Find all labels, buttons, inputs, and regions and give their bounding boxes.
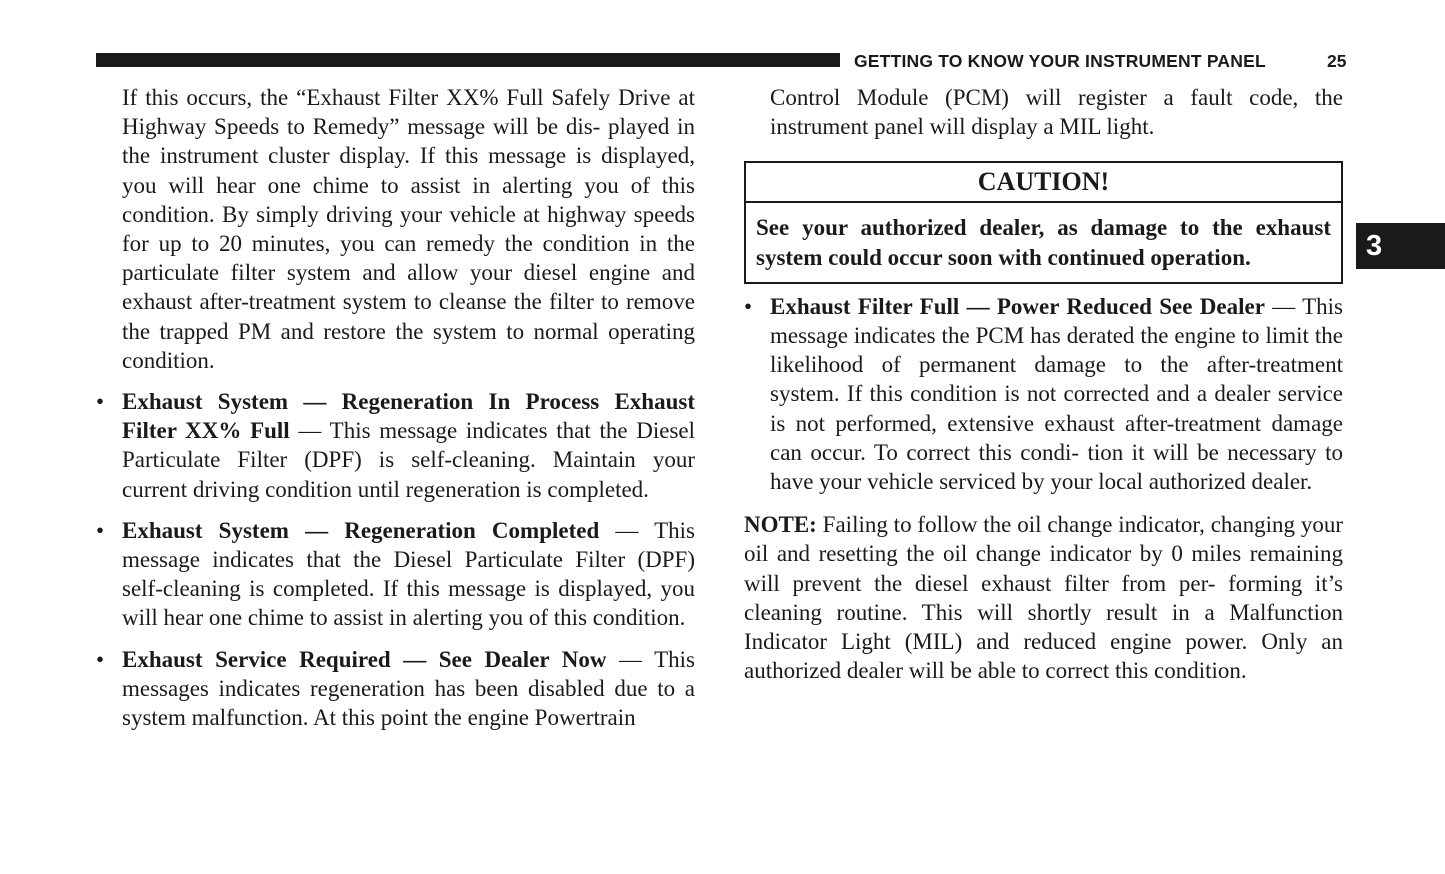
chapter-tab: 3 <box>1356 223 1445 269</box>
note-paragraph <box>744 510 1343 685</box>
note-label: NOTE: <box>744 512 817 538</box>
bullet-term: Exhaust Filter Full — Power Reduced See Dealer <box>770 293 1265 319</box>
bullet-text: — This message indicates that the Diesel Particulate Filter (DPF) self-cleaning is completed. If this message is displayed, you will hear one chime to assist in alerting you of this condition. <box>122 517 695 631</box>
bullet-term: Exhaust System — Regeneration Completed <box>122 517 600 543</box>
bullet-regeneration-completed <box>96 516 695 633</box>
left-column <box>96 83 695 732</box>
note-text: Failing to follow the oil change indicator, changing your oil and resetting the oil change indicator by 0 miles remaining will prevent the diesel exhaust filter from per- forming it’s cleaning routine. This will shortly result in a Malfunction Indicator Light (MIL) and reduced engine power. Only an authorized dealer will be able to correct this condition. <box>744 512 1343 684</box>
right-column <box>744 83 1343 685</box>
caution-title: CAUTION! <box>746 163 1341 203</box>
page-number: 25 <box>1327 51 1347 71</box>
bullet-icon: • <box>96 389 105 415</box>
bullet-text: — This message indicates that the Diesel Particulate Filter (DPF) is self-cleaning. Maintain your current driving condition until regeneration is completed. <box>122 418 695 502</box>
continuation-paragraph: Control Module (PCM) will register a fault code, the instrument panel will display a MIL light. <box>770 85 1343 140</box>
bullet-term: Exhaust System — Regeneration In Process Exhaust Filter XX% Full <box>122 389 695 444</box>
bullet-icon: • <box>96 646 105 672</box>
intro-paragraph: If this occurs, the “Exhaust Filter XX% Full Safely Drive at Highway Speeds to Remedy” message will be dis- played in the instrument cluster display. If this message is displayed, you will hear one chime to assist in alerting you of this condition. By simply driving your vehicle at highway speeds for up to 20 minutes, you can remedy the condition in the particulate filter system and allow your diesel engine and exhaust after-treatment system to cleanse the filter to remove the trapped PM and restore the system to normal operating condition. <box>122 85 695 373</box>
running-header-title: GETTING TO KNOW YOUR INSTRUMENT PANEL <box>854 51 1266 71</box>
bullet-text: — This messages indicates regeneration has been disabled due to a system malfunction. At this point the engine Powertrain <box>122 646 695 731</box>
bullet-term: Exhaust Service Required — See Dealer Now <box>122 646 607 672</box>
bullet-service-required <box>96 645 695 733</box>
bullet-filter-full <box>744 292 1343 496</box>
bullet-icon: • <box>744 293 753 319</box>
bullet-regeneration-in-process <box>96 387 695 504</box>
bullet-icon: • <box>96 517 105 543</box>
header-rule <box>96 53 840 67</box>
caution-body: See your authorized dealer, as damage to the exhaust system could occur soon with continued operation. <box>756 215 1331 270</box>
bullet-text: — This message indicates the PCM has derated the engine to limit the likelihood of permanent damage to the after-treatment system. If this condition is not corrected and a dealer service is not performed, extensive exhaust after-treatment damage can occur. To correct this condi- tion it will be necessary to have your vehicle serviced by your local authorized dealer. <box>770 293 1343 495</box>
caution-box <box>744 161 1343 283</box>
